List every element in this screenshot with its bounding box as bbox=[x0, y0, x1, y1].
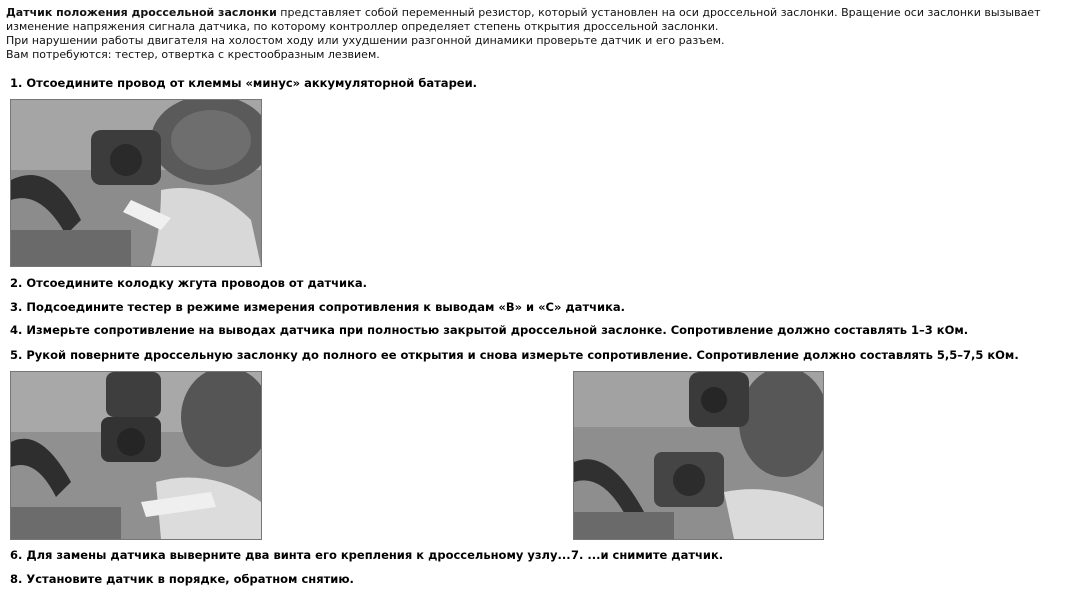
photo-step-1 bbox=[10, 99, 262, 267]
intro-symptoms: При нарушении работы двигателя на холостом ходу или ухудшении разгонной динамики проверьте датчик и его разъем. bbox=[6, 34, 725, 47]
intro-title: Датчик положения дроссельной заслонки bbox=[6, 6, 277, 19]
intro-paragraph bbox=[6, 6, 1074, 34]
photo-step-7 bbox=[573, 371, 824, 540]
step-7: 7. ...и снимите датчик. bbox=[571, 548, 724, 562]
intro-tools: Вам потребуются: тестер, отвертка с крестообразным лезвием. bbox=[6, 48, 380, 61]
intro-text bbox=[6, 6, 1074, 62]
intro-description: представляет собой переменный резистор, который установлен на оси дроссельной заслонки. Вращение оси заслонки вызывает изменение напряжения сигнала датчика, по которому контроллер определяет степень открытия дроссельной заслонки. bbox=[6, 6, 1041, 33]
step-1: 1. Отсоедините провод от клеммы «минус» аккумуляторной батареи. bbox=[10, 76, 478, 90]
step-6: 6. Для замены датчика выверните два винта его крепления к дроссельному узлу... bbox=[10, 548, 571, 562]
step-4: 4. Измерьте сопротивление на выводах датчика при полностью закрытой дроссельной заслонке. Сопротивление должно составлять 1–3 кОм. bbox=[10, 323, 969, 337]
step-5: 5. Рукой поверните дроссельную заслонку до полного ее открытия и снова измерьте сопротивление. Сопротивление должно составлять 5,5–7,5 кОм. bbox=[10, 348, 1019, 362]
step-3: 3. Подсоедините тестер в режиме измерения сопротивления к выводам «В» и «С» датчика. bbox=[10, 300, 625, 314]
photo-step-6 bbox=[10, 371, 262, 540]
step-2: 2. Отсоедините колодку жгута проводов от датчика. bbox=[10, 276, 368, 290]
step-8: 8. Установите датчик в порядке, обратном снятию. bbox=[10, 572, 354, 586]
